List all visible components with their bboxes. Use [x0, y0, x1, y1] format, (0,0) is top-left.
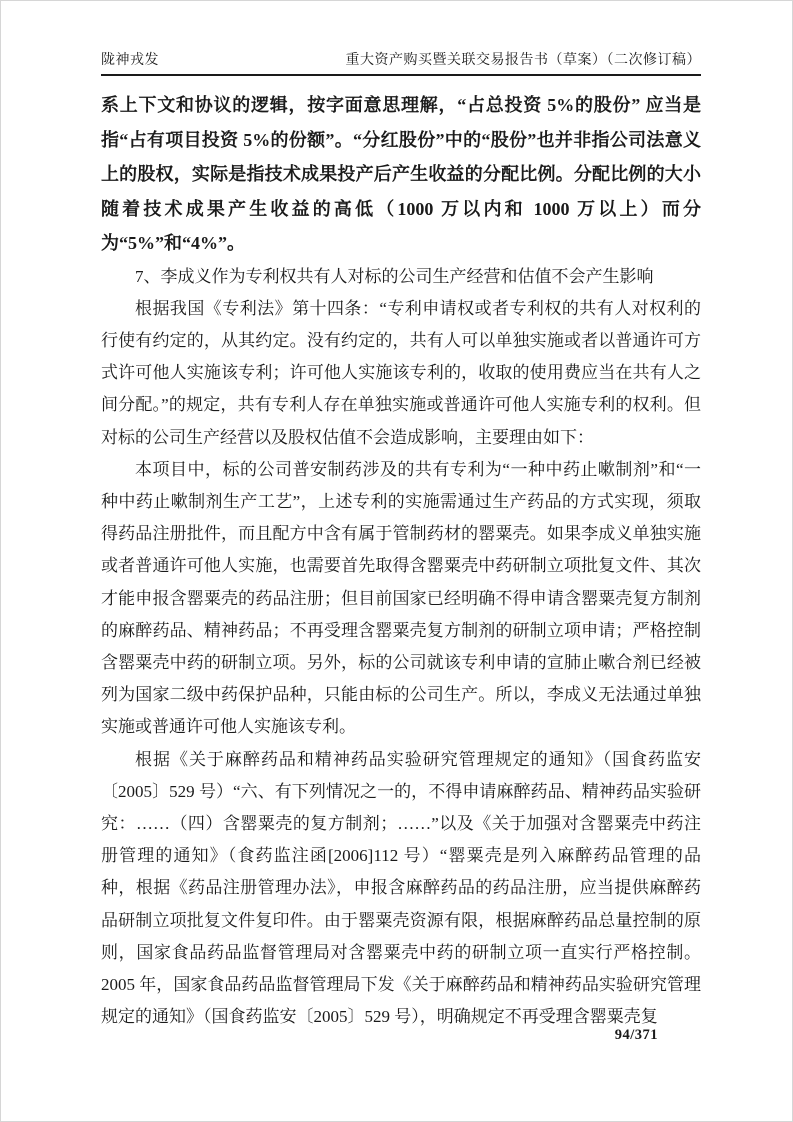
- section-heading-item-7: 7、李成义作为专利权共有人对标的公司生产经营和估值不会产生影响: [135, 266, 654, 286]
- paragraph-narcotic-drug-regulations: 根据《关于麻醉药品和精神药品实验研究管理规定的通知》（国食药监安〔2005〕529 号）“六、有下列情况之一的，不得申请麻醉药品、精神药品实验研究：……（四）含罂粟壳的复方制剂；……”以及《关于加强对含罂粟壳中药注册管理的通知》（食药监注函[2006]112 号）“罂粟壳是列入麻醉药品管理的品种，根据《药品注册管理办法》，申报含麻醉药品的药品注册，应当提供麻醉药品研制立项批复文件复印件。由于罂粟壳资源有限，根据麻醉药品总量控制的原则，国家食品药品监督管理局对含罂粟壳中药的研制立项一直实行严格控制。2005 年，国家食品药品监督管理局下发《关于麻醉药品和精神药品实验研究管理规定的通知》（国食药监安〔2005〕529 号），明确规定不再受理含罂粟壳复: [101, 749, 701, 1027]
- paragraph-patent-law-basis: 根据我国《专利法》第十四条：“专利申请权或者专利权的共有人对权利的行使有约定的，从其约定。没有约定的，共有人可以单独实施或者以普通许可方式许可他人实施该专利；许可他人实施该专利的，收取的使用费应当在共有人之间分配。”的规定，共有专利人存在单独实施或普通许可他人实施专利的权利。但对标的公司生产经营以及股权估值不会造成影响，主要理由如下：: [101, 298, 701, 447]
- page-number: 94/371: [614, 1027, 658, 1043]
- page-header: [101, 49, 701, 76]
- emphasis-paragraph-share-definition: 系上下文和协议的逻辑，按字面意思理解，“占总投资 5%的股份” 应当是指“占有项目投资 5%的份额”。“分红股份”中的“股份”也并非指公司法意义上的股权，实际是指技术成果投产后产生收益的分配比例。分配比例的大小随着技术成果产生收益的高低（1000 万以内和 1000 万以上）而分为“5%”和“4%”。: [101, 95, 701, 253]
- header-report-title: 重大资产购买暨关联交易报告书（草案）（二次修订稿）: [345, 53, 701, 68]
- page-footer: [615, 1027, 658, 1044]
- paragraph-shared-patent-analysis: 本项目中，标的公司普安制药涉及的共有专利为“一种中药止嗽制剂”和“一种中药止嗽制剂生产工艺”，上述专利的实施需通过生产药品的方式实现，须取得药品注册批件，而且配方中含有属于管制药材的罂粟壳。如果李成义单独实施或者普通许可他人实施，也需要首先取得含罂粟壳中药研制立项批复文件、其次才能申报含罂粟壳的药品注册；但目前国家已经明确不得申请含罂粟壳复方制剂的麻醉药品、精神药品；不再受理含罂粟壳复方制剂的研制立项申请；严格控制含罂粟壳中药的研制立项。另外，标的公司就该专利申请的宣肺止嗽合剂已经被列为国家二级中药保护品种，只能由标的公司生产。所以，李成义无法通过单独实施或普通许可他人实施该专利。: [101, 459, 701, 737]
- document-content: [101, 88, 701, 1033]
- header-company-short-name: 陇神戎发: [101, 53, 159, 68]
